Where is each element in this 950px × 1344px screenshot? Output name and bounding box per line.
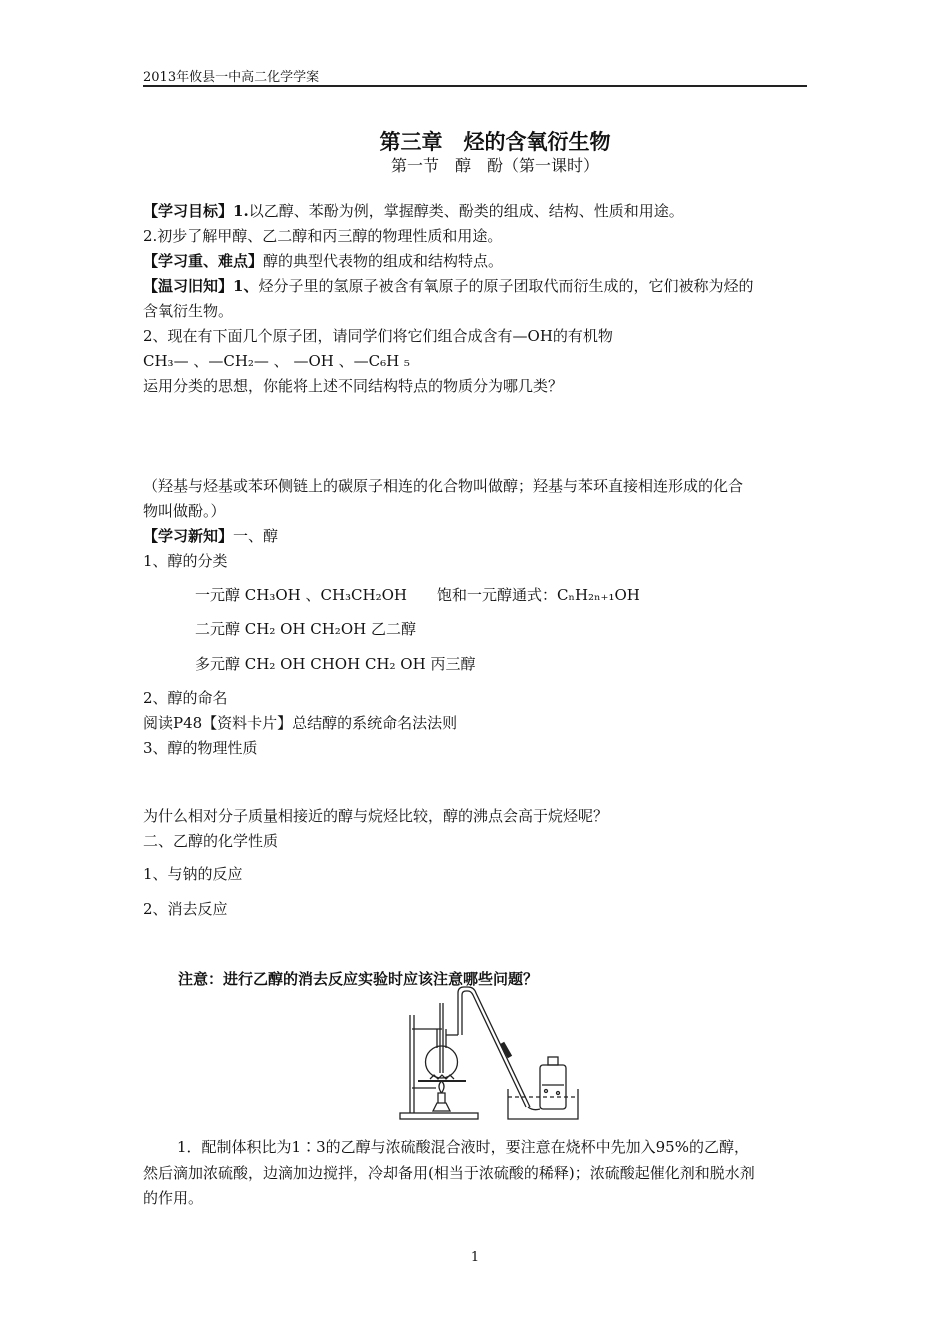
naming-heading: 2、醇的命名 bbox=[143, 689, 228, 707]
section-subtitle: 第一节 醇 酚（第一课时） bbox=[390, 156, 599, 175]
goal-label: 【学习目标】 bbox=[143, 202, 234, 220]
key-text: 醇的典型代表物的组成和结构特点。 bbox=[263, 252, 504, 270]
monohydric-alcohol: 一元醇 CH₃OH 、CH₃CH₂OH 饱和一元醇通式：CₙH₂ₙ₊₁OH bbox=[195, 586, 640, 604]
goal-text: 以乙醇、苯酚为例，掌握醇类、酚类的组成、结构、性质和用途。 bbox=[248, 202, 684, 220]
goal-number: 1. bbox=[233, 202, 249, 220]
review-line-1b: 含氧衍生物。 bbox=[143, 302, 234, 320]
chapter-title: 第三章 烃的含氧衍生物 bbox=[379, 130, 611, 154]
key-points bbox=[143, 253, 503, 270]
review-line-1 bbox=[143, 278, 753, 295]
review-line-2: 2、现在有下面几个原子团，请同学们将它们组合成含有—OH的有机物 bbox=[143, 327, 613, 345]
sodium-reaction-heading: 1、与钠的反应 bbox=[143, 865, 243, 883]
classification-heading: 1、醇的分类 bbox=[143, 552, 228, 570]
elimination-heading: 2、消去反应 bbox=[143, 900, 228, 918]
review-label: 【温习旧知】 bbox=[143, 277, 234, 295]
definition-line-1: （羟基与烃基或苯环侧链上的碳原子相连的化合物叫做醇；羟基与苯环直接相连形成的化合 bbox=[143, 477, 744, 495]
classify-question: 运用分类的思想，你能将上述不同结构特点的物质分为哪几类？ bbox=[143, 377, 564, 395]
review-text: 烃分子里的氢原子被含有氧原子的原子团取代而衍生成的，它们被称为烃的 bbox=[258, 277, 754, 295]
atom-groups: CH₃— 、—CH₂— 、 —OH 、—C₆H ₅ bbox=[143, 352, 410, 370]
experiment-note: 注意：进行乙醇的消去反应实验时应该注意哪些问题？ bbox=[178, 970, 539, 988]
definition-line-2: 物叫做酚。） bbox=[143, 502, 226, 520]
dihydric-alcohol: 二元醇 CH₂ OH CH₂OH 乙二醇 bbox=[195, 620, 416, 638]
learning-goal-2: 2.初步了解甲醇、乙二醇和丙三醇的物理性质和用途。 bbox=[143, 227, 503, 245]
chemical-properties-heading: 二、乙醇的化学性质 bbox=[143, 832, 279, 850]
procedure-line-1: 1．配制体积比为1∶3的乙醇与浓硫酸混合液时，要注意在烧杯中先加入95%的乙醇， bbox=[177, 1138, 749, 1156]
page-header: 2013年攸县一中高二化学学案 bbox=[143, 70, 320, 85]
new-label: 【学习新知】 bbox=[143, 527, 234, 545]
learning-goal-1 bbox=[143, 203, 684, 220]
polyhydric-alcohol: 多元醇 CH₂ OH CHOH CH₂ OH 丙三醇 bbox=[195, 655, 476, 673]
page-number: 1 bbox=[470, 1250, 480, 1265]
key-label: 【学习重、难点】 bbox=[143, 252, 264, 270]
procedure-line-3: 的作用。 bbox=[143, 1189, 204, 1207]
reading-instruction: 阅读P48【资料卡片】总结醇的系统命名法法则 bbox=[143, 714, 458, 732]
physical-properties-heading: 3、醇的物理性质 bbox=[143, 739, 258, 757]
new-text: 一、醇 bbox=[233, 527, 279, 545]
review-number: 1、 bbox=[233, 277, 259, 295]
boiling-point-question: 为什么相对分子质量相接近的醇与烷烃比较，醇的沸点会高于烷烃呢？ bbox=[143, 807, 609, 825]
header-rule bbox=[143, 85, 807, 87]
apparatus-diagram bbox=[398, 985, 598, 1125]
new-knowledge bbox=[143, 528, 278, 545]
procedure-line-2: 然后滴加浓硫酸，边滴加边搅拌，冷却备用(相当于浓硫酸的稀释)；浓硫酸起催化剂和脱水剂 bbox=[143, 1164, 755, 1182]
